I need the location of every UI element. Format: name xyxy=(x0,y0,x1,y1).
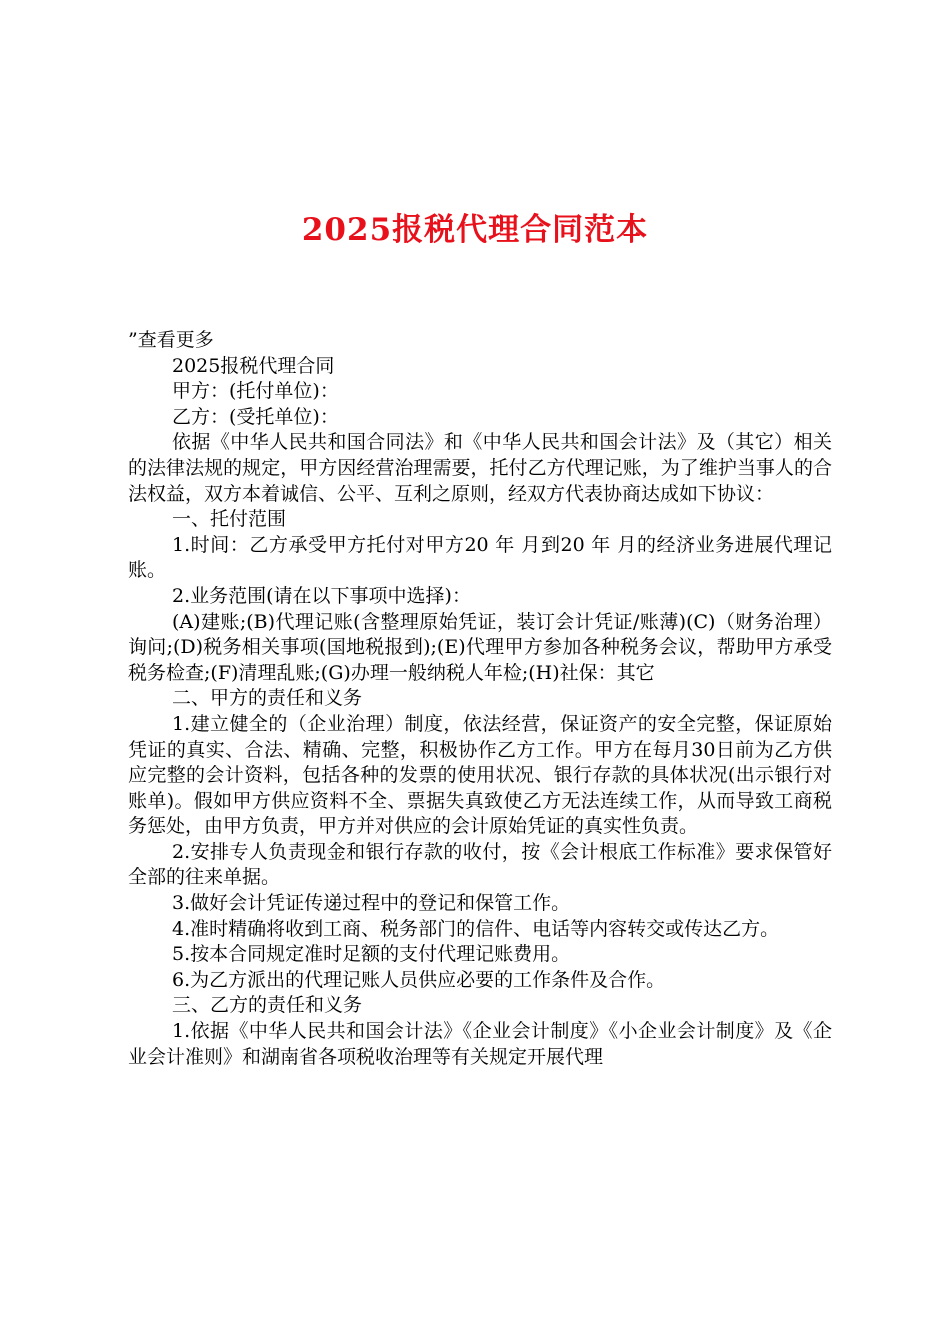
clause-business-scope: 2.业务范围(请在以下事项中选择)： xyxy=(172,584,471,607)
party-a-clause-2: 2.安排专人负责现金和银行存款的收付，按《会计根底工作标准》要求保管好全部的往来单据。 xyxy=(128,840,832,889)
section-heading-party-b: 三、乙方的责任和义务 xyxy=(172,994,363,1017)
section-heading-party-a: 二、甲方的责任和义务 xyxy=(172,687,363,710)
party-a-line: 甲方：(托付单位)： xyxy=(172,380,339,403)
clause-time: 1.时间：乙方承受甲方托付对甲方20 年 月到20 年 月的经济业务进展代理记账。 xyxy=(128,533,832,582)
party-a-clause-6: 6.为乙方派出的代理记账人员供应必要的工作条件及合作。 xyxy=(172,968,666,991)
party-b-line: 乙方：(受托单位)： xyxy=(172,405,339,428)
section-heading-scope: 一、托付范围 xyxy=(172,508,287,531)
party-a-clause-3: 3.做好会计凭证传递过程中的登记和保管工作。 xyxy=(172,892,571,915)
preamble-paragraph: 依据《中华人民共和国合同法》和《中华人民共和国会计法》及（其它）相关的法律法规的规定，甲方因经营治理需要，托付乙方代理记账，为了维护当事人的合法权益，双方本着诚信、公平、互利之原则，经双方代表协商达成如下协议： xyxy=(128,431,832,505)
party-a-clause-4: 4.准时精确将收到工商、税务部门的信件、电话等内容转交或传达乙方。 xyxy=(172,917,780,940)
clause-business-options: (A)建账;(B)代理记账(含整理原始凭证，装订会计凭证/账薄)(C)（财务治理）询问;(D)税务相关事项(国地税报到);(E)代理甲方参加各种税务会议，帮助甲方承受税务检查;(F)清理乱账;(G)办理一般纳税人年检;(H)社保：其它 xyxy=(128,610,832,684)
contract-heading: 2025报税代理合同 xyxy=(172,354,335,377)
view-more-text: ”查看更多 xyxy=(128,329,214,351)
document-title: 2025报税代理合同范本 xyxy=(301,212,649,248)
document-body xyxy=(128,328,832,1070)
party-b-clause-1: 1.依据《中华人民共和国会计法》《企业会计制度》《小企业会计制度》及《企业会计准则》和湖南省各项税收治理等有关规定开展代理 xyxy=(128,1020,832,1068)
party-a-clause-1: 1.建立健全的（企业治理）制度，依法经营，保证资产的安全完整，保证原始凭证的真实、合法、精确、完整，积极协作乙方工作。甲方在每月30日前为乙方供应完整的会计资料，包括各种的发票的使用状况、银行存款的具体状况(出示银行对账单)。假如甲方供应资料不全、票据失真致使乙方无法连续工作，从而导致工商税务惩处，由甲方负责，甲方并对供应的会计原始凭证的真实性负责。 xyxy=(128,712,832,838)
party-a-clause-5: 5.按本合同规定准时足额的支付代理记账费用。 xyxy=(172,943,571,966)
